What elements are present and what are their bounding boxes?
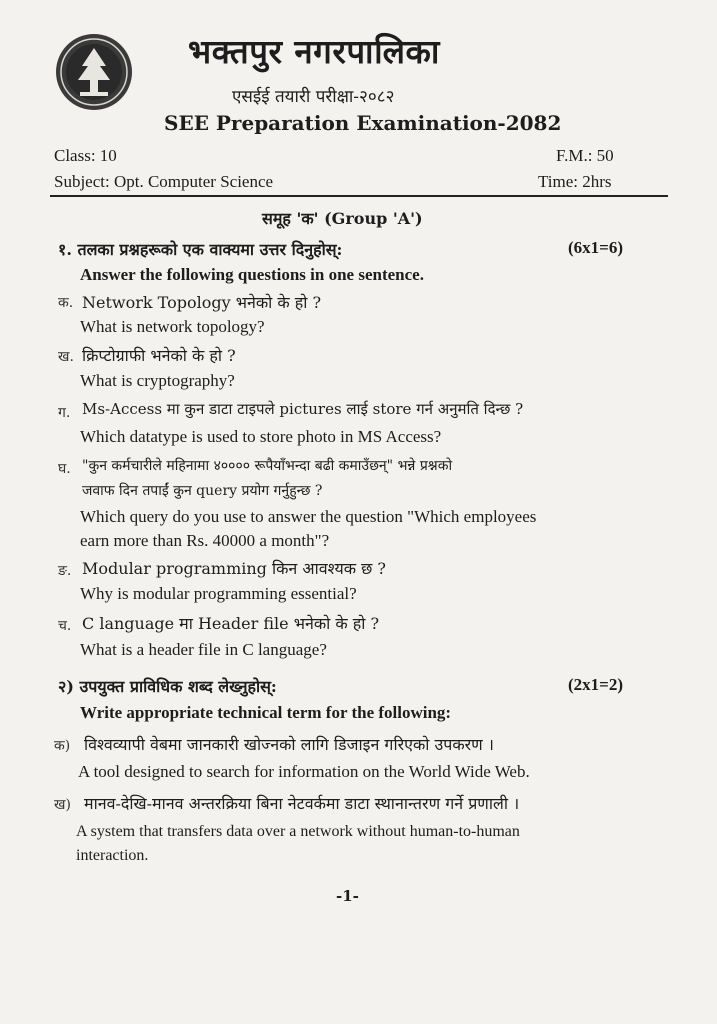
full-marks: F.M.: 50 [556,146,614,165]
class-label: Class: 10 [54,146,117,165]
group-title: समूह 'क' (Group 'A') [262,209,423,228]
q2-heading-en: Write appropriate technical term for the following: [80,703,452,722]
q1-item-marker: च. [58,618,72,634]
q1-item-en: Which query do you use to answer the question "Which employees [80,507,537,526]
time-label: Time: 2hrs [538,172,612,191]
header-divider [50,195,668,197]
q1-item-en: Which datatype is used to store photo in MS Access? [80,427,442,446]
q1-item-en: What is cryptography? [80,371,235,390]
q1-heading-en: Answer the following questions in one sentence. [80,265,424,284]
q1-item-marker: घ. [58,461,71,477]
q2-heading-np: २) उपयुक्त प्राविधिक शब्द लेख्नुहोस्: [58,677,277,696]
q1-item-np: क्रिप्टोग्राफी भनेको के हो ? [82,346,236,365]
q2-item-marker: क) [54,738,71,754]
municipality-seal-icon [54,32,134,112]
q1-item-marker: ख. [58,349,74,365]
q2-item-np: मानव-देखि-मानव अन्तरक्रिया बिना नेटवर्कमा डाटा स्थानान्तरण गर्ने प्रणाली । [84,794,520,813]
q1-marks: (6x1=6) [568,238,624,257]
page-number: -1- [336,887,359,905]
q2-item-en-line2: interaction. [76,847,149,864]
q1-item-en-line2: earn more than Rs. 40000 a month"? [80,531,330,550]
q2-item-marker: ख) [54,797,71,813]
subject-label: Subject: Opt. Computer Science [54,172,274,191]
q1-item-np-line2: जवाफ दिन तपाईं कुन query प्रयोग गर्नुहुन्छ ? [82,483,323,499]
q1-item-np: Network Topology भनेको के हो ? [82,293,322,312]
q2-item-en: A tool designed to search for information on the World Wide Web. [78,762,530,781]
q1-item-en: What is a header file in C language? [80,640,327,659]
org-name: भक्तपुर नगरपालिका [188,32,440,71]
q1-item-np: C language मा Header file भनेको के हो ? [82,614,380,633]
exam-title-np: एसईई तयारी परीक्षा-२०८२ [232,87,395,107]
q1-heading-np: १. तलका प्रश्नहरूको एक वाक्यमा उत्तर दिनुहोस्: [58,240,343,259]
q2-item-np: विश्वव्यापी वेबमा जानकारी खोज्नको लागि डिजाइन गरिएको उपकरण । [84,735,494,754]
q1-item-np: Modular programming किन आवश्यक छ ? [82,559,386,578]
q1-item-marker: ग. [58,405,71,421]
q1-item-marker: क. [58,295,74,311]
exam-title-en: SEE Preparation Examination-2082 [164,111,562,135]
q1-item-np: Ms-Access मा कुन डाटा टाइपले pictures लाई store गर्न अनुमति दिन्छ ? [82,400,524,418]
q1-item-np: "कुन कर्मचारीले महिनामा ४०००० रूपैयाँभन्दा बढी कमाउँछन्" भन्ने प्रश्नको [82,458,453,474]
q1-item-en: Why is modular programming essential? [80,584,357,603]
q1-item-en: What is network topology? [80,317,265,336]
q2-marks: (2x1=2) [568,675,624,694]
q2-item-en: A system that transfers data over a network without human-to-human [76,823,520,840]
q1-item-marker: ङ. [58,563,72,579]
